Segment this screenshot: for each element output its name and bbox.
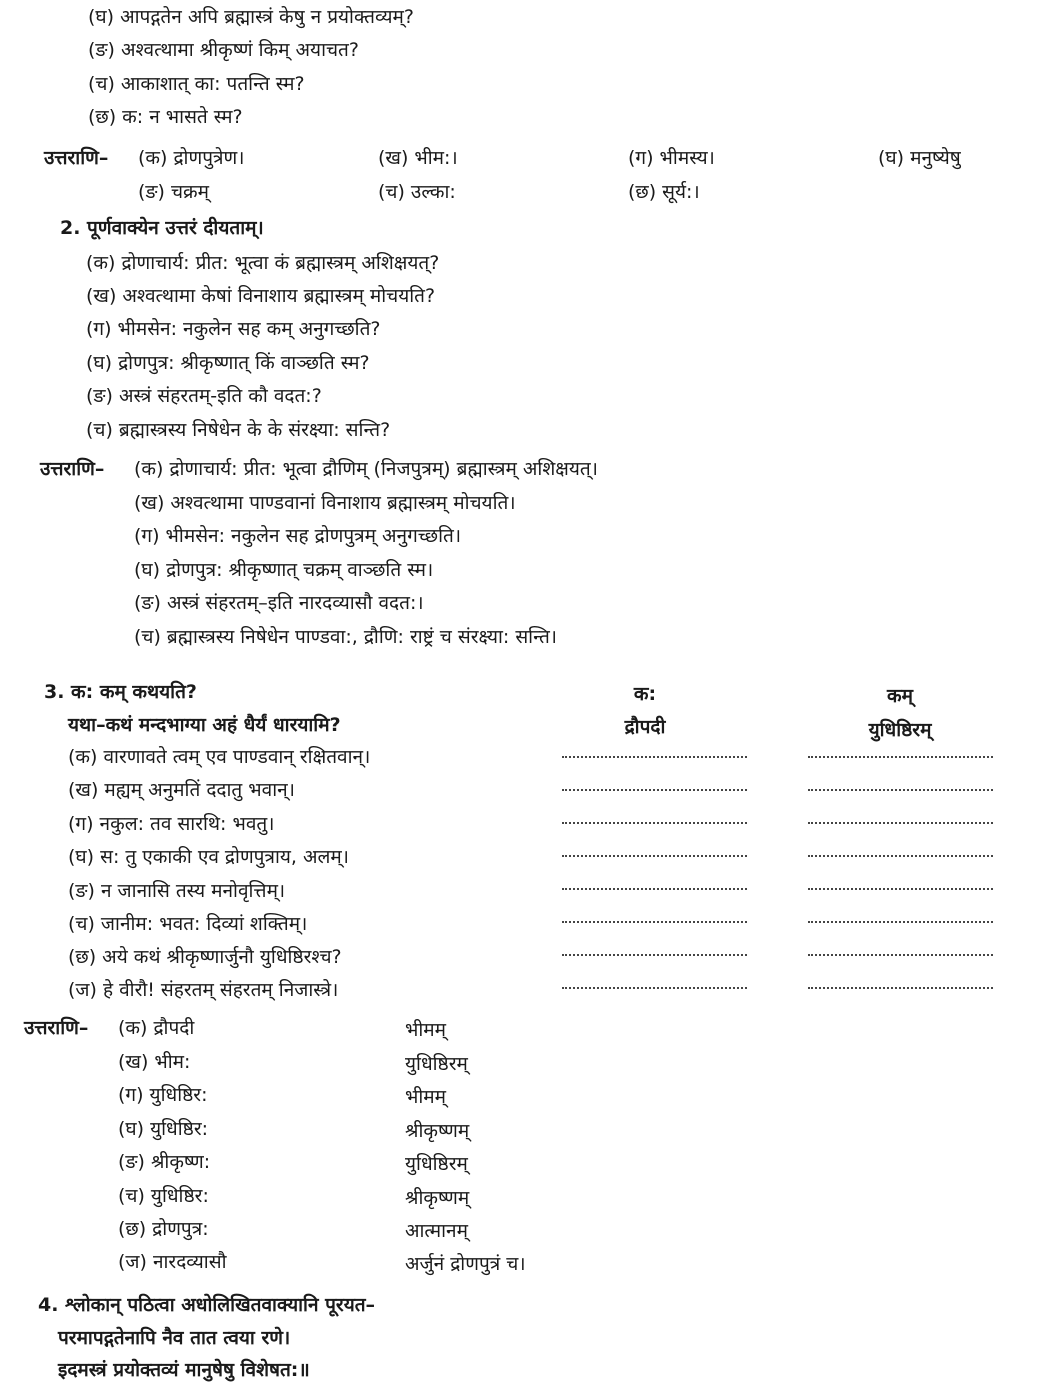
q2-answer: (ख) अश्वत्थामा पाण्डवानां विनाशाय ब्रह्मास्त्रम् मोचयति। xyxy=(134,492,516,514)
answer-cha: (च) उल्का: xyxy=(378,181,456,203)
q4-heading: 4. श्लोकान् पठित्वा अधोलिखितवाक्यानि पूरयत– xyxy=(38,1294,376,1316)
q3-answer-ka: (ख) भीम: xyxy=(118,1051,191,1073)
q3-answer-ka: (घ) युधिष्ठिर: xyxy=(118,1118,209,1140)
column-header-ka: क: xyxy=(633,683,657,705)
blank-line-ka xyxy=(562,987,747,989)
q3-item: (घ) स: तु एकाकी एव द्रोणपुत्राय, अलम्। xyxy=(68,846,349,868)
q2-answer: (क) द्रोणाचार्य: प्रीत: भूत्वा द्रौणिम् (निजपुत्रम्) ब्रह्मास्त्रम् अशिक्षयत्। xyxy=(134,458,598,480)
question-chha: (छ) क: न भासते स्म? xyxy=(88,106,243,128)
q3-answer-ka: (ङ) श्रीकृष्ण: xyxy=(118,1151,211,1173)
q3-item: (च) जानीम: भवत: दिव्यां शक्तिम्। xyxy=(68,913,308,935)
blank-line-ka xyxy=(562,954,747,956)
q3-answers-label: उत्तराणि– xyxy=(24,1017,89,1039)
verse-line-1: परमापद्गतेनापि नैव तात त्वया रणे। xyxy=(58,1327,291,1349)
q3-answer-kam: युधिष्ठिरम् xyxy=(405,1053,468,1075)
answer-gha: (घ) मनुष्येषु xyxy=(878,147,961,169)
blank-line-kam xyxy=(808,987,993,989)
q2-answer: (घ) द्रोणपुत्र: श्रीकृष्णात् चक्रम् वाञ्छति स्म। xyxy=(134,559,434,581)
question-cha: (च) आकाशात् का: पतन्ति स्म? xyxy=(88,73,305,95)
blank-line-kam xyxy=(808,855,993,857)
q3-item: (क) वारणावते त्वम् एव पाण्डवान् रक्षितवान्। xyxy=(68,746,371,768)
answer-ka: (क) द्रोणपुत्रेण। xyxy=(138,147,245,169)
column-header-kam: कम् xyxy=(887,685,913,707)
q3-answer-ka: (ग) युधिष्ठिर: xyxy=(118,1084,208,1106)
q3-answer-kam: अर्जुनं द्रोणपुत्रं च। xyxy=(405,1253,526,1275)
answer-kha: (ख) भीम:। xyxy=(378,147,458,169)
blank-line-kam xyxy=(808,888,993,890)
answers-label: उत्तराणि– xyxy=(44,147,109,169)
q3-heading: 3. क: कम् कथयति? xyxy=(44,681,197,703)
q2-item: (घ) द्रोणपुत्र: श्रीकृष्णात् किं वाञ्छति स्म? xyxy=(86,352,370,374)
q2-item: (क) द्रोणाचार्य: प्रीत: भूत्वा कं ब्रह्मास्त्रम् अशिक्षयत्? xyxy=(86,252,440,274)
answer-nga: (ङ) चक्रम् xyxy=(138,181,209,203)
example-ka: द्रौपदी xyxy=(624,716,666,738)
q3-item: (ङ) न जानासि तस्य मनोवृत्तिम्। xyxy=(68,880,286,902)
q3-item: (छ) अये कथं श्रीकृष्णार्जुनौ युधिष्ठिरश्च? xyxy=(68,946,342,968)
q3-answer-ka: (क) द्रौपदी xyxy=(118,1017,195,1039)
question-nga: (ङ) अश्वत्थामा श्रीकृष्णं किम् अयाचत? xyxy=(88,39,359,61)
q2-answer: (ग) भीमसेन: नकुलेन सह द्रोणपुत्रम् अनुगच्छति। xyxy=(134,525,462,547)
q3-answer-ka: (ज) नारदव्यासौ xyxy=(118,1251,227,1273)
q3-answer-kam: भीमम् xyxy=(405,1086,447,1108)
q2-answer: (ङ) अस्त्रं संहरतम्–इति नारदव्यासौ वदत:। xyxy=(134,592,424,614)
blank-line-ka xyxy=(562,822,747,824)
q2-answer: (च) ब्रह्मास्त्रस्य निषेधेन पाण्डवा:, द्रौणि: राष्ट्रं च संरक्ष्या: सन्ति। xyxy=(134,626,557,648)
q3-item: (ख) मह्यम् अनुमतिं ददातु भवान्। xyxy=(68,779,295,801)
q3-item: (ज) हे वीरौ! संहरतम् संहरतम् निजास्त्रे। xyxy=(68,979,339,1001)
blank-line-ka xyxy=(562,888,747,890)
q3-answer-kam: श्रीकृष्णम् xyxy=(405,1120,470,1142)
q2-answers-label: उत्तराणि– xyxy=(40,458,105,480)
blank-line-ka xyxy=(562,789,747,791)
blank-line-kam xyxy=(808,756,993,758)
blank-line-kam xyxy=(808,789,993,791)
blank-line-ka xyxy=(562,855,747,857)
q3-answer-kam: श्रीकृष्णम् xyxy=(405,1187,470,1209)
q2-item: (ङ) अस्त्रं संहरतम्-इति कौ वदत:? xyxy=(86,385,322,407)
q3-answer-kam: युधिष्ठिरम् xyxy=(405,1153,468,1175)
q2-item: (ग) भीमसेन: नकुलेन सह कम् अनुगच्छति? xyxy=(86,318,381,340)
q3-example: यथा–कथं मन्दभाग्या अहं धैर्यं धारयामि? xyxy=(68,714,341,736)
example-kam: युधिष्ठिरम् xyxy=(868,719,932,741)
q3-answer-ka: (छ) द्रोणपुत्र: xyxy=(118,1218,209,1240)
answer-ga: (ग) भीमस्य। xyxy=(628,147,715,169)
q2-item: (ख) अश्वत्थामा केषां विनाशाय ब्रह्मास्त्रम् मोचयति? xyxy=(86,285,436,307)
verse-line-2: इदमस्त्रं प्रयोक्तव्यं मानुषेषु विशेषत:॥ xyxy=(58,1359,310,1381)
blank-line-kam xyxy=(808,822,993,824)
blank-line-kam xyxy=(808,921,993,923)
blank-line-kam xyxy=(808,954,993,956)
question-gha: (घ) आपद्गतेन अपि ब्रह्मास्त्रं केषु न प्रयोक्तव्यम्? xyxy=(88,6,414,28)
q3-item: (ग) नकुल: तव सारथि: भवतु। xyxy=(68,813,275,835)
blank-line-ka xyxy=(562,921,747,923)
blank-line-ka xyxy=(562,756,747,758)
q3-answer-kam: आत्मानम् xyxy=(405,1220,468,1242)
q2-item: (च) ब्रह्मास्त्रस्य निषेधेन के के संरक्ष्या: सन्ति? xyxy=(86,419,391,441)
q3-answer-kam: भीमम् xyxy=(405,1019,447,1041)
q2-heading: 2. पूर्णवाक्येन उत्तरं दीयताम्। xyxy=(60,217,264,239)
q3-answer-ka: (च) युधिष्ठिर: xyxy=(118,1185,209,1207)
answer-chha: (छ) सूर्य:। xyxy=(628,181,700,203)
